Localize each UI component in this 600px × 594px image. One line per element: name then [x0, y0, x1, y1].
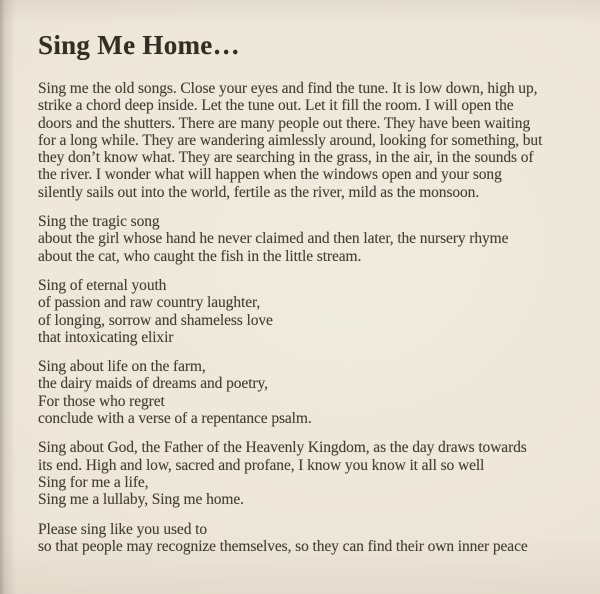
- poem-line: doors and the shutters. There are many people out there. They have been waiting: [38, 114, 531, 132]
- poem-line: For those who regret: [38, 392, 165, 410]
- poem-line: of passion and raw country laughter,: [38, 294, 261, 312]
- poem-line: about the cat, who caught the fish in the little stream.: [38, 247, 362, 265]
- poem-line: so that people may recognize themselves, so they can find their own inner peace: [38, 537, 528, 555]
- poem-stanza-3: [38, 277, 572, 346]
- poem-line: its end. High and low, sacred and profane, I know you know it all so well: [38, 456, 485, 474]
- poem-line: conclude with a verse of a repentance psalm.: [38, 410, 312, 428]
- poem-line: about the girl whose hand he never claimed and then later, the nursery rhyme: [38, 230, 509, 248]
- poem-line: Sing me the old songs. Close your eyes and find the tune. It is low down, high up,: [38, 80, 538, 97]
- poem-line: Sing about God, the Father of the Heavenly Kingdom, as the day draws towards: [38, 439, 527, 457]
- poem-stanza-5: [38, 439, 572, 508]
- poem-stanza-6: [38, 521, 572, 556]
- poem-line: Sing the tragic song: [38, 213, 160, 231]
- poem-line: strike a chord deep inside. Let the tune out. Let it fill the room. I will open the: [38, 97, 514, 115]
- poem-stanza-1: [38, 80, 572, 201]
- poem-line: of longing, sorrow and shameless love: [38, 311, 273, 329]
- poem-line: Sing of eternal youth: [38, 276, 167, 294]
- poem-stanza-2: [38, 213, 572, 265]
- poem-title: Sing Me Home…: [38, 30, 240, 60]
- poem-line: Sing for me a life,: [38, 473, 149, 491]
- poem-line: that intoxicating elixir: [38, 328, 174, 346]
- poem-line: Sing me a lullaby, Sing me home.: [38, 491, 244, 509]
- poem-line: the river. I wonder what will happen when the windows open and your song: [38, 166, 502, 184]
- poem-stanza-4: [38, 358, 572, 427]
- poem-line: they don’t know what. They are searching in the grass, in the air, in the sounds of: [38, 149, 534, 167]
- poem-line: for a long while. They are wandering aimlessly around, looking for something, but: [38, 131, 543, 149]
- poem-line: Sing about life on the farm,: [38, 358, 206, 376]
- poem-line: the dairy maids of dreams and poetry,: [38, 375, 268, 393]
- poem-line: Please sing like you used to: [38, 520, 207, 538]
- poem-line: silently sails out into the world, fertile as the river, mild as the monsoon.: [38, 183, 480, 201]
